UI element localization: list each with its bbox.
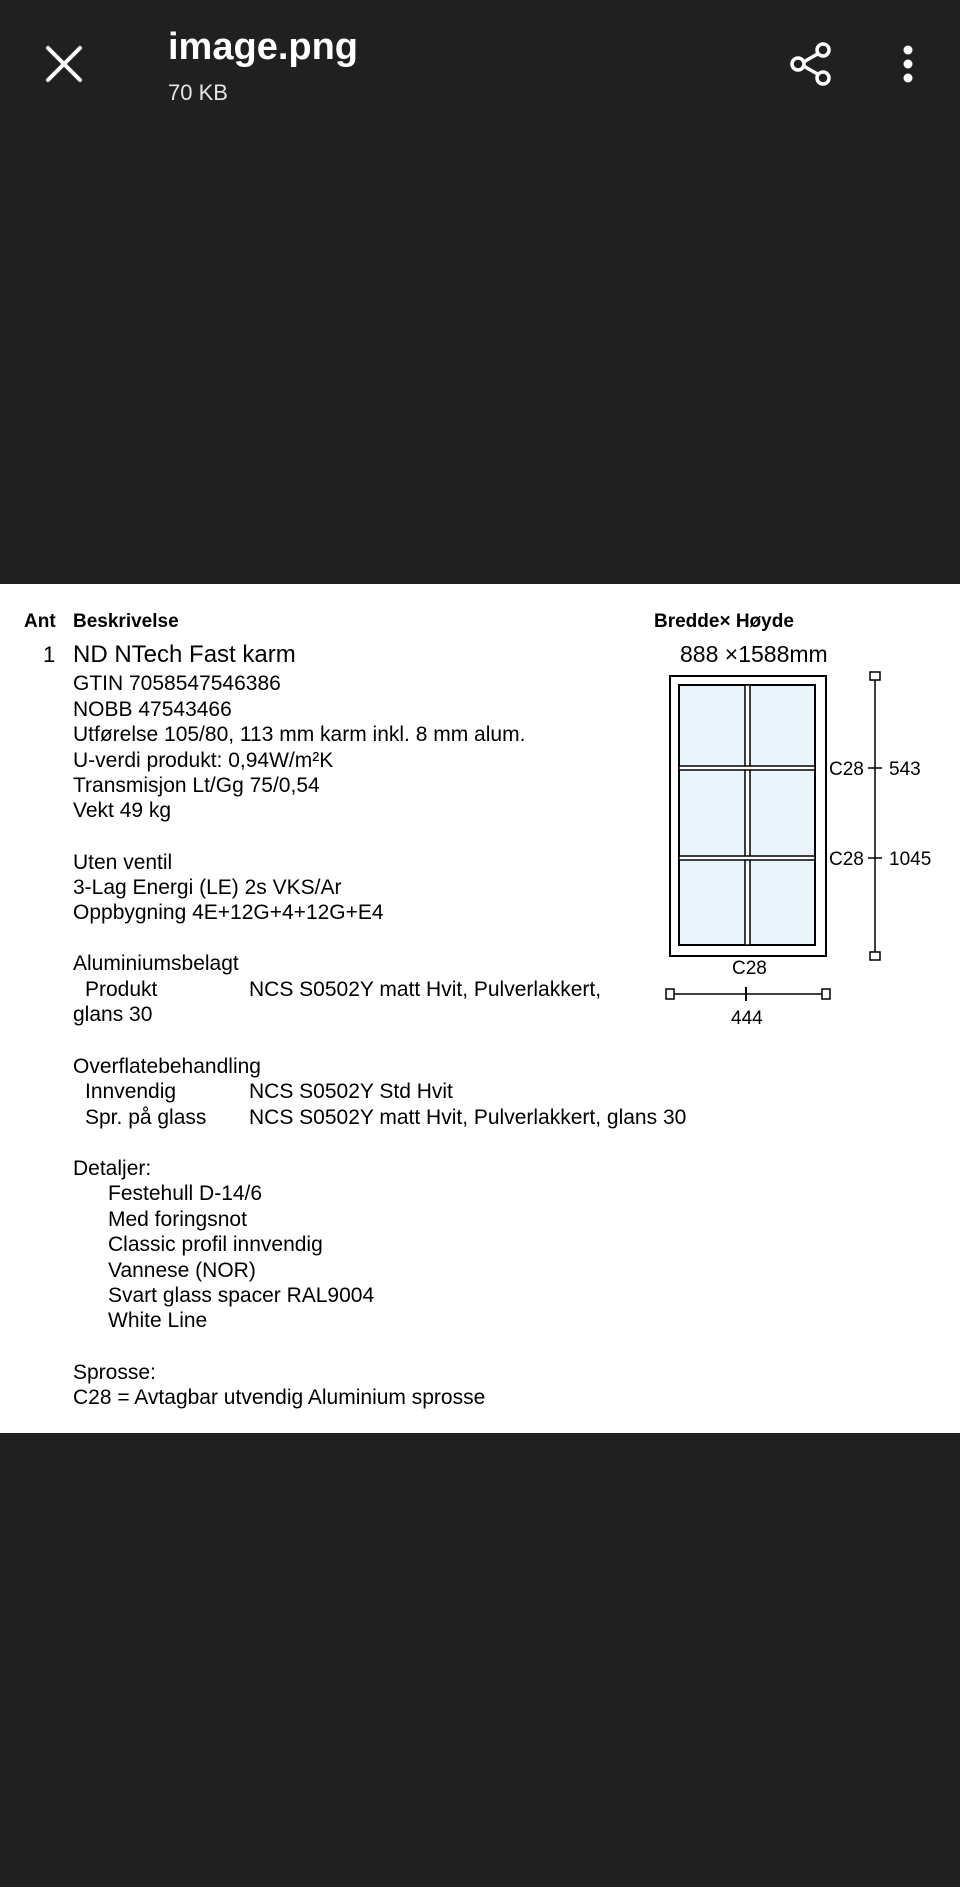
spec-line: GTIN 7058547546386 bbox=[73, 672, 281, 695]
viewer-top-bar bbox=[0, 0, 960, 130]
dim-end-mark bbox=[666, 989, 674, 999]
label-c28-top: C28 bbox=[829, 759, 864, 780]
label-c28-mid: C28 bbox=[829, 849, 864, 870]
glass-line: Uten ventil bbox=[73, 851, 173, 874]
aluminium-title: Aluminiumsbelagt bbox=[73, 952, 239, 975]
aluminium-value-cont: glans 30 bbox=[73, 1003, 153, 1026]
header-dimensions: Bredde× Høyde bbox=[654, 611, 794, 632]
details-item: Vannese (NOR) bbox=[108, 1259, 256, 1282]
more-vert-icon bbox=[878, 36, 942, 92]
spec-line: Vekt 49 kg bbox=[73, 799, 172, 822]
document-image bbox=[0, 584, 960, 1433]
surface-label: Innvendig bbox=[85, 1080, 177, 1103]
spec-line: U-verdi produkt: 0,94W/m²K bbox=[73, 749, 334, 772]
details-item: Festehull D-14/6 bbox=[108, 1182, 263, 1205]
dim-543: 543 bbox=[889, 759, 921, 780]
more-options-button[interactable] bbox=[878, 36, 942, 92]
dim-end-mark bbox=[822, 989, 830, 999]
details-title: Detaljer: bbox=[73, 1157, 152, 1180]
dim-end-mark bbox=[870, 952, 880, 960]
mullion bbox=[745, 685, 750, 945]
surface-value: NCS S0502Y matt Hvit, Pulverlakkert, glans 30 bbox=[249, 1106, 687, 1129]
glass-line: Oppbygning 4E+12G+4+12G+E4 bbox=[73, 901, 384, 924]
surface-value: NCS S0502Y Std Hvit bbox=[249, 1080, 453, 1103]
details-item: Classic profil innvendig bbox=[108, 1233, 323, 1256]
close-icon bbox=[36, 36, 92, 92]
share-icon bbox=[782, 36, 838, 92]
spec-line: Utførelse 105/80, 113 mm karm inkl. 8 mm alum. bbox=[73, 723, 526, 746]
header-beskrivelse: Beskrivelse bbox=[73, 611, 179, 632]
glass-line: 3-Lag Energi (LE) 2s VKS/Ar bbox=[73, 876, 342, 899]
sprosse-bar-mid bbox=[679, 856, 815, 860]
sprosse-text: C28 = Avtagbar utvendig Aluminium sprosse bbox=[73, 1386, 486, 1409]
label-c28-bottom: C28 bbox=[732, 958, 767, 979]
file-size: 70 KB bbox=[168, 80, 228, 105]
details-item: Med foringsnot bbox=[108, 1208, 247, 1231]
window-size: 888 ×1588mm bbox=[680, 641, 828, 667]
surface-label: Spr. på glass bbox=[85, 1106, 207, 1129]
details-item: White Line bbox=[108, 1309, 208, 1332]
quantity: 1 bbox=[43, 642, 56, 667]
product-name: ND NTech Fast karm bbox=[73, 641, 296, 668]
dim-1045: 1045 bbox=[889, 849, 932, 870]
spec-line: NOBB 47543466 bbox=[73, 698, 232, 721]
spec-line: Transmisjon Lt/Gg 75/0,54 bbox=[73, 774, 320, 797]
share-button[interactable] bbox=[782, 36, 838, 92]
window-drawing bbox=[0, 584, 960, 1433]
aluminium-value: NCS S0502Y matt Hvit, Pulverlakkert, bbox=[249, 978, 602, 1001]
close-button[interactable] bbox=[36, 36, 92, 92]
aluminium-label: Produkt bbox=[85, 978, 158, 1001]
details-item: Svart glass spacer RAL9004 bbox=[108, 1284, 375, 1307]
dim-444: 444 bbox=[731, 1008, 763, 1029]
sprosse-bar-top bbox=[679, 766, 815, 770]
sprosse-title: Sprosse: bbox=[73, 1361, 156, 1384]
surface-title: Overflatebehandling bbox=[73, 1055, 261, 1078]
header-ant: Ant bbox=[24, 611, 56, 632]
file-name: image.png bbox=[168, 26, 359, 68]
dim-end-mark bbox=[870, 672, 880, 680]
